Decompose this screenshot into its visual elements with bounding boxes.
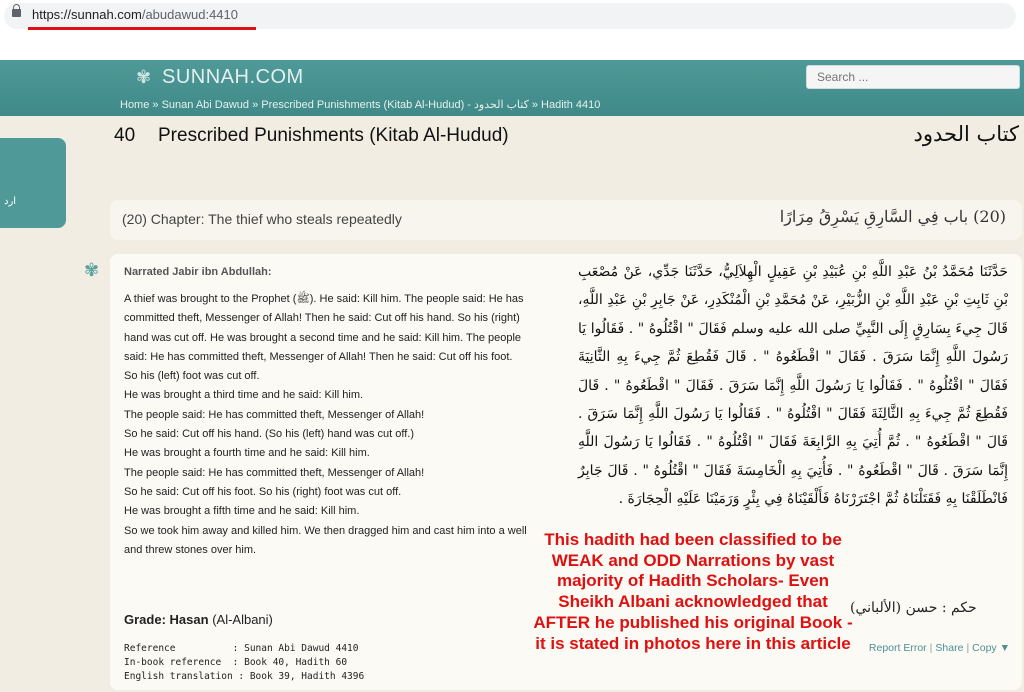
url-domain: https://sunnah.com — [32, 7, 142, 22]
grade-source: (Al-Albani) — [212, 612, 273, 627]
hadith-paragraph: So his (left) foot was cut off. — [124, 370, 260, 383]
share-link[interactable]: Share — [935, 642, 964, 654]
report-error-link[interactable]: Report Error — [868, 642, 927, 654]
reference-row: Reference : Sunan Abi Dawud 4410 — [124, 643, 359, 654]
hadith-paragraph: So we took him away and killed him. We then dragged him and cast him into a well and threw stones over him. — [124, 524, 527, 556]
reference-row: English translation : Book 39, Hadith 4396 — [124, 671, 365, 682]
sidebar-language-box[interactable] — [0, 138, 66, 228]
hadith-paragraph: The people said: He has committed theft, Messenger of Allah! — [124, 408, 425, 421]
hadith-paragraph: So he said: Cut off his foot. So his (right) foot was cut off. — [124, 485, 402, 498]
hadith-paragraph: He was brought a fourth time and he said: Kill him. — [124, 447, 370, 460]
hadith-flower-icon: ✾ — [84, 260, 100, 280]
chapter-title-arabic: (20) باب فِي السَّارِقِ يَسْرِقُ مِرَارًا — [779, 207, 1006, 226]
book-title: Prescribed Punishments (Kitab Al-Hudud) — [158, 125, 509, 146]
reference-row: In-book reference : Book 40, Hadith 60 — [124, 657, 348, 668]
flower-logo-icon[interactable]: ✾ — [136, 67, 152, 87]
hadith-paragraph: The people said: He has committed theft, Messenger of Allah! — [124, 466, 425, 479]
reference-table — [124, 642, 364, 684]
chapter-title: (20) Chapter: The thief who steals repeatedly — [122, 211, 402, 227]
grade-value: Hasan — [169, 612, 209, 627]
narrator: Narrated Jabir ibn Abdullah: — [124, 266, 272, 278]
hadith-actions: Report Error | Share | Copy ▼ — [868, 642, 1010, 654]
hadith-paragraph: He was brought a fifth time and he said: Kill him. — [124, 505, 360, 518]
page-spacer — [0, 36, 1024, 60]
breadcrumb[interactable]: Home » Sunan Abi Dawud » Prescribed Punishments (Kitab Al-Hudud) - كتاب الحدود » Hadith 4410 — [120, 99, 601, 111]
red-underline-annotation — [28, 27, 256, 30]
lock-icon — [12, 9, 21, 17]
grade-label: Grade: — [124, 612, 166, 627]
sidebar-label: ارد — [4, 196, 17, 207]
hadith-paragraph: He was brought a third time and he said: Kill him. — [124, 389, 364, 402]
url-text[interactable] — [32, 7, 238, 22]
copy-link[interactable]: Copy ▼ — [972, 642, 1010, 654]
grade-arabic: حكم : حسن (الألباني) — [850, 600, 977, 616]
browser-address-bar[interactable] — [0, 0, 1024, 36]
hadith-arabic-text: حَدَّثَنَا مُحَمَّدُ بْنُ عَبْدِ اللَّهِ بْنِ عُبَيْدِ بْنِ عَقِيلٍ الْهِلاَلِيُّ، حَدَّثَنَا جَدِّي، عَنْ مُصْعَبِ بْنِ ثَابِتِ بْنِ عَبْدِ اللَّهِ بْنِ الزُّبَيْرِ، عَنْ مُحَمَّدِ بْنِ الْمُنْكَدِرِ، عَنْ جَابِرِ بْنِ عَبْدِ اللَّهِ، قَالَ جِيءَ بِسَارِقٍ إِلَى النَّبِيِّ صلى الله عليه وسلم فَقَالَ " اقْتُلُوهُ " . فَقَالُوا يَا رَسُولَ اللَّهِ إِنَّمَا سَرَقَ . فَقَالَ " اقْطَعُوهُ " . قَالَ فَقُطِعَ ثُمَّ جِيءَ بِهِ الثَّانِيَةَ فَقَالَ " اقْتُلُوهُ " . فَقَالُوا يَا رَسُولَ اللَّهِ إِنَّمَا سَرَقَ . فَقَالَ " اقْطَعُوهُ " . قَالَ فَقُطِعَ ثُمَّ جِيءَ بِهِ الثَّالِثَةَ فَقَالَ " اقْتُلُوهُ " . فَقَالُوا يَا رَسُولَ اللَّهِ إِنَّمَا سَرَقَ . قَالَ " اقْطَعُوهُ " . ثُمَّ أُتِيَ بِهِ الرَّابِعَةَ فَقَالَ " اقْتُلُوهُ " . فَقَالُوا يَا رَسُولَ اللَّهِ إِنَّمَا سَرَقَ . قَالَ " اقْطَعُوهُ " . فَأُتِيَ بِهِ الْخَامِسَةَ فَقَالَ " اقْتُلُوهُ " . قَالَ جَابِرٌ فَانْطَلَقْنَا بِهِ فَقَتَلْنَاهُ ثُمَّ اجْتَرَرْنَاهُ فَأَلْقَيْنَاهُ فِي بِئْرٍ وَرَمَيْنَا عَلَيْهِ الْحِجَارَةَ . — [578, 264, 1008, 508]
hadith-paragraph: So he said: Cut off his hand. (So his (left) hand was cut off.) — [124, 428, 415, 441]
red-overlay-note: This hadith had been classified to be WEAK and ODD Narrations by vast majority of Hadith Scholars- Even Sheikh Albani acknowledged that AFTER he published his original Book - it is stated in photos here in this article — [533, 530, 853, 653]
book-number: 40 — [114, 125, 136, 146]
url-path: /abudawud:4410 — [141, 7, 238, 22]
grade-line — [124, 612, 273, 627]
site-logo[interactable]: SUNNAH.COM — [162, 66, 304, 88]
search-input[interactable] — [806, 65, 1020, 89]
hadith-english-text — [124, 290, 544, 560]
book-title-arabic: كتاب الحدود — [913, 122, 1019, 146]
hadith-paragraph: A thief was brought to the Prophet (ﷺ). He said: Kill him. The people said: He has committed theft, Messenger of Allah! Then he said: Cut off his hand. So his (right) hand was cut off. He was brought a second time and he said: Kill him. The people said: He has committed theft, Messenger of Allah! Then he said: Cut off his foot. — [124, 293, 524, 363]
